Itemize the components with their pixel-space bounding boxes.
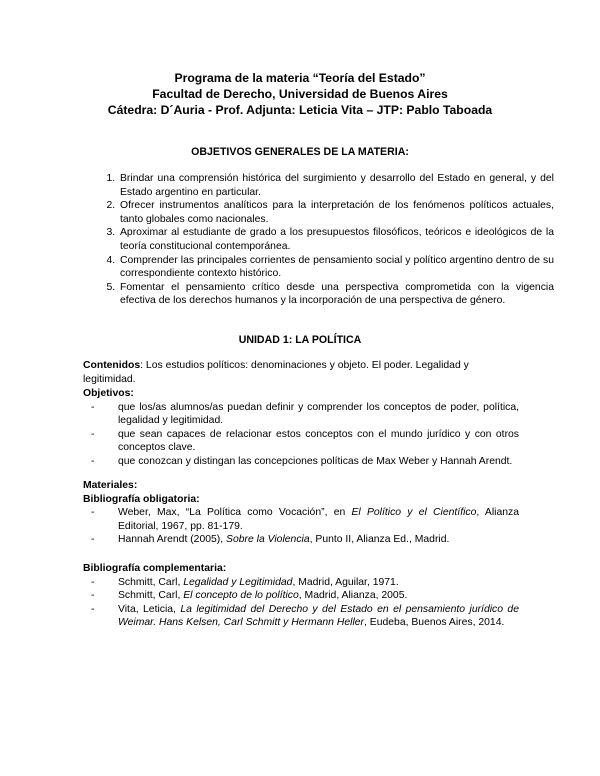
objetivos-label: Objetivos: [83,388,134,399]
objetivos-section [83,387,519,469]
ref-title: Sobre la Violencia [226,534,310,546]
list-item: 2. Ofrecer instrumentos analíticos para la interpretación de los fenómenos políticos actuales, tanto globales como nacionales. [118,199,554,226]
header-catedra: Cátedra: D´Auria - Prof. Adjunta: Leticia Vita – JTP: Pablo Taboada [107,103,493,117]
ref-title: El Político y el Científico [351,507,477,519]
ref-author: Hannah Arendt (2005), [118,534,227,546]
list-item [83,589,519,603]
ref-publisher: , Madrid, Aguilar, 1971. [292,576,399,588]
bib-complementaria-section [83,562,519,630]
ref-author: Weber, Max, “La Política como Vocación”, en [118,507,352,519]
unidad-title: UNIDAD 1: LA POLÍTICA [238,334,362,346]
ref-publisher: , Madrid, Alianza, 2005. [298,590,408,602]
contenidos-label: Contenidos [83,360,141,371]
list-item: 1. Brindar una comprensión histórica del surgimiento y desarrollo del Estado en general, y del Estado argentino en particular. [118,172,554,199]
objetivos-generales-title: OBJETIVOS GENERALES DE LA MATERIA: [191,146,409,158]
list-item [83,533,519,547]
contenidos-paragraph [83,359,519,386]
bib-obligatoria-label: Bibliografía obligatoria: [83,493,200,505]
ref-publisher: , Punto II, Alianza Ed., Madrid. [309,534,450,546]
ref-title: Legalidad y Legitimidad [183,576,293,588]
materiales-section [83,479,519,547]
list-item: 5. Fomentar el pensamiento crítico desde una perspectiva comprometida con la vigencia efectiva de los derechos humanos y la incorporación de una perspectiva de género. [118,281,554,308]
document-header [0,70,600,118]
ref-author: Schmitt, Carl, [118,590,184,602]
ref-title: El concepto de lo político [183,590,299,602]
ref-author: Schmitt, Carl, [118,576,184,588]
list-item: 4. Comprender las principales corrientes de pensamiento social y político argentino dentro de su correspondiente contexto histórico. [118,254,554,281]
list-item: - que conozcan y distingan las concepciones políticas de Max Weber y Hannah Arendt. [83,455,519,469]
ref-title: La legitimidad del Derecho y del Estado en el pensamiento jurídico de Weimar. Hans Kelsen, Carl Schmitt y Hermann Heller [118,603,519,629]
list-item: 3. Aproximar al estudiante de grado a los presupuestos filosóficos, teóricos e ideológicos de la teoría constitucional contemporánea. [118,226,554,253]
list-item [83,506,519,533]
objetivos-generales-list [82,172,554,308]
bib-complementaria-label: Bibliografía complementaria: [83,563,227,574]
header-title: Programa de la materia “Teoría del Estado” [174,71,426,85]
header-faculty: Facultad de Derecho, Universidad de Buenos Aires [152,87,448,101]
list-item: - que sean capaces de relacionar estos conceptos con el mundo jurídico y con otros conceptos clave. [83,428,519,455]
contenidos-text: : Los estudios políticos: denominaciones y objeto. El poder. Legalidad y legitimidad. [83,360,469,385]
list-item: - que los/as alumnos/as puedan definir y comprender los conceptos de poder, política, legalidad y legitimidad. [83,401,519,428]
ref-publisher: , Alianza Editorial, 1967, pp. 81-179. [118,507,520,532]
list-item [83,603,519,630]
ref-publisher: , Eudeba, Buenos Aires, 2014. [364,617,505,629]
ref-author: Vita, Leticia, [118,603,181,615]
objetivos-list [83,401,519,469]
list-item [83,576,519,590]
bib-complementaria-list [83,576,519,630]
bib-obligatoria-list [83,506,519,547]
materiales-label: Materiales: [83,480,138,491]
